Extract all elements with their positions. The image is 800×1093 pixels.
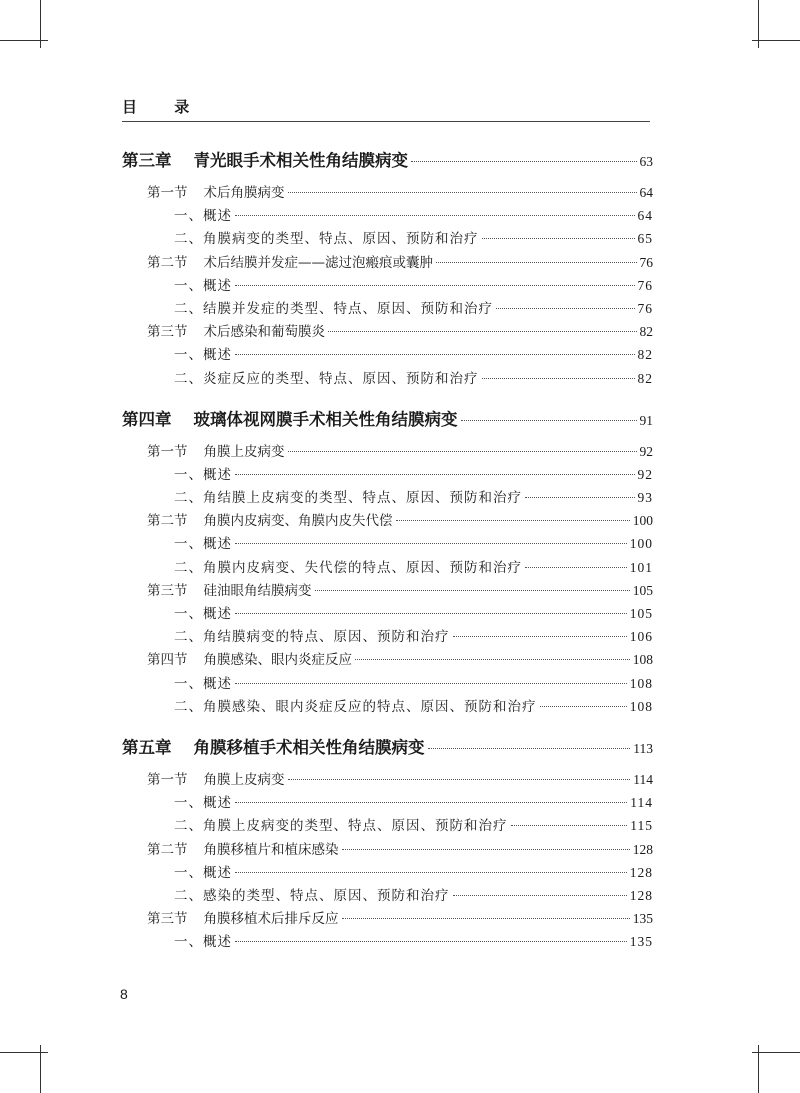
toc-section-entry-label [147, 321, 325, 343]
toc-subsection-entry-label [174, 368, 479, 390]
toc-subsection-entry-page-number: 114 [630, 795, 653, 811]
chapter-number: 第三章 [122, 151, 172, 170]
toc-section-entry-page-number: 135 [632, 911, 653, 927]
subsection-title: 一、概述 [174, 864, 232, 881]
section-number: 第一节 [147, 771, 188, 788]
toc-subsection-entry-label [174, 344, 232, 366]
chapter-title: 玻璃体视网膜手术相关性角结膜病变 [193, 409, 458, 429]
toc-subsection-entry-page-number: 101 [629, 559, 653, 575]
dot-leader [315, 590, 630, 591]
dot-leader [235, 285, 635, 286]
toc-subsection-entry[interactable] [122, 204, 653, 227]
section-number: 第二节 [147, 254, 188, 271]
dot-leader [235, 941, 627, 942]
dot-leader [235, 474, 635, 475]
toc-section-entry-label [147, 441, 285, 463]
toc-subsection-entry[interactable] [122, 930, 653, 953]
toc-section-entry-page-number: 128 [632, 841, 653, 857]
toc-section-entry[interactable] [122, 440, 653, 463]
chapter-number: 第五章 [122, 737, 172, 757]
toc-subsection-entry-label [174, 626, 450, 648]
toc-section-entry[interactable] [122, 320, 653, 343]
toc-section-entry-label [147, 839, 339, 861]
toc-section-entry-page-number: 92 [639, 443, 653, 459]
dot-leader [453, 895, 627, 896]
toc-chapter-block [122, 141, 653, 390]
section-title: 术后角膜病变 [203, 185, 285, 201]
toc-section-entry-label [147, 580, 312, 602]
toc-section-entry-page-number: 76 [639, 254, 653, 270]
section-number: 第三节 [147, 911, 188, 928]
dot-leader [525, 497, 635, 498]
toc-section-entry-label [147, 908, 339, 930]
section-number: 第二节 [147, 841, 188, 858]
toc-subsection-entry[interactable] [122, 343, 653, 366]
subsection-title: 二、角膜病变的类型、特点、原因、预防和治疗 [174, 231, 479, 248]
subsection-title: 二、结膜并发症的类型、特点、原因、预防和治疗 [174, 300, 493, 317]
section-number: 第一节 [147, 185, 188, 201]
toc-subsection-entry-label [174, 557, 522, 579]
toc-subsection-entry[interactable] [122, 625, 653, 648]
toc-subsection-entry[interactable] [122, 486, 653, 509]
table-of-contents [122, 141, 653, 963]
dot-leader [235, 872, 627, 873]
toc-section-entry-page-number: 100 [632, 513, 653, 529]
toc-subsection-entry-label [174, 533, 232, 555]
toc-subsection-entry-label [174, 487, 522, 509]
toc-section-entry-label [147, 182, 285, 204]
crop-mark-bottom-right-horizontal [752, 1052, 800, 1053]
toc-section-entry[interactable] [122, 509, 653, 532]
toc-subsection-entry-page-number: 105 [629, 606, 653, 621]
dot-leader [328, 331, 637, 332]
dot-leader [511, 825, 628, 826]
section-title: 角膜移植片和植床感染 [203, 841, 339, 858]
subsection-title: 二、角结膜上皮病变的类型、特点、原因、预防和治疗 [174, 490, 522, 507]
toc-subsection-entry-page-number: 93 [637, 490, 653, 506]
toc-section-entry[interactable] [122, 838, 653, 861]
subsection-title: 一、概述 [174, 347, 232, 364]
section-number: 第三节 [147, 582, 188, 599]
toc-subsection-entry-page-number: 115 [630, 818, 653, 834]
toc-subsection-entry-label [174, 792, 232, 814]
subsection-title: 一、概述 [174, 536, 232, 553]
toc-chapter-entry[interactable] [122, 400, 653, 440]
dot-leader [396, 520, 630, 521]
dot-leader [235, 354, 635, 355]
subsection-title: 二、炎症反应的类型、特点、原因、预防和治疗 [174, 370, 479, 387]
subsection-title: 二、角膜感染、眼内炎症反应的特点、原因、预防和治疗 [174, 698, 537, 715]
toc-subsection-entry[interactable] [122, 556, 653, 579]
toc-chapter-block [122, 400, 653, 718]
subsection-title: 二、角结膜病变的特点、原因、预防和治疗 [174, 629, 450, 646]
toc-subsection-entry-label [174, 885, 450, 907]
subsection-title: 一、概述 [174, 277, 232, 294]
dot-leader [235, 543, 627, 544]
dot-leader [342, 918, 630, 919]
header-rule [122, 121, 650, 122]
page-number: 8 [120, 986, 128, 1002]
chapter-title: 角膜移植手术相关性角结膜病变 [193, 737, 425, 757]
subsection-title: 二、角膜内皮病变、失代偿的特点、原因、预防和治疗 [174, 559, 522, 576]
toc-section-entry[interactable] [122, 251, 653, 274]
toc-subsection-entry-label [174, 931, 232, 953]
toc-section-entry[interactable] [122, 648, 653, 671]
section-title: 角膜内皮病变、角膜内皮失代偿 [203, 513, 393, 530]
dot-leader [496, 308, 635, 309]
running-header-title: 目 录 [122, 98, 206, 116]
chapter-number: 第四章 [122, 409, 172, 429]
toc-section-entry-page-number: 82 [639, 324, 653, 340]
dot-leader [540, 706, 627, 707]
toc-subsection-entry-label [174, 205, 232, 227]
toc-subsection-entry[interactable] [122, 602, 653, 625]
toc-subsection-entry-page-number: 82 [637, 370, 653, 386]
toc-section-entry[interactable] [122, 181, 653, 204]
dot-leader [288, 192, 637, 193]
toc-subsection-entry[interactable] [122, 814, 653, 837]
toc-subsection-entry-page-number: 65 [637, 231, 653, 247]
subsection-title: 一、概述 [174, 795, 232, 812]
toc-subsection-entry[interactable] [122, 532, 653, 555]
subsection-title: 一、概述 [174, 208, 232, 225]
toc-section-entry[interactable] [122, 579, 653, 602]
toc-section-entry-page-number: 64 [639, 185, 653, 200]
toc-section-entry-page-number: 105 [632, 582, 653, 598]
dot-leader [525, 567, 627, 568]
crop-mark-top-left-horizontal [0, 40, 48, 41]
toc-section-entry-label [147, 252, 433, 274]
toc-subsection-entry-page-number: 82 [637, 347, 653, 363]
subsection-title: 一、概述 [174, 934, 232, 951]
toc-subsection-entry[interactable] [122, 672, 653, 695]
dot-leader [436, 262, 637, 263]
section-title: 术后感染和葡萄膜炎 [203, 324, 325, 341]
toc-subsection-entry[interactable] [122, 227, 653, 250]
dot-leader [235, 215, 635, 216]
toc-section-entry-label [147, 769, 285, 791]
dot-leader [453, 636, 627, 637]
dot-leader [482, 378, 635, 379]
toc-subsection-entry-page-number: 135 [629, 934, 653, 950]
section-number: 第一节 [147, 443, 188, 460]
toc-subsection-entry-page-number: 76 [637, 277, 653, 293]
section-title: 硅油眼角结膜病变 [203, 582, 312, 599]
toc-chapter-entry-page-number: 113 [633, 740, 653, 756]
section-title: 角膜上皮病变 [203, 443, 285, 460]
toc-chapter-entry[interactable] [122, 141, 653, 181]
toc-subsection-entry[interactable] [122, 884, 653, 907]
toc-subsection-entry-page-number: 92 [637, 466, 653, 482]
dot-leader [342, 849, 630, 850]
subsection-title: 一、概述 [174, 606, 232, 622]
section-title: 角膜感染、眼内炎症反应 [203, 652, 352, 669]
toc-subsection-entry-page-number: 76 [637, 300, 653, 316]
toc-chapter-entry-page-number: 63 [639, 154, 653, 169]
dot-leader [235, 683, 627, 684]
toc-subsection-entry-page-number: 64 [637, 208, 653, 224]
toc-subsection-entry-label [174, 298, 493, 320]
toc-subsection-entry[interactable] [122, 367, 653, 390]
toc-subsection-entry[interactable] [122, 297, 653, 320]
toc-chapter-entry[interactable] [122, 728, 653, 768]
dot-leader [461, 420, 637, 421]
toc-subsection-entry-page-number: 100 [629, 536, 653, 552]
toc-subsection-entry-label [174, 696, 537, 718]
toc-subsection-entry-label [174, 815, 508, 837]
section-number: 第二节 [147, 513, 188, 530]
crop-mark-top-right-horizontal [752, 40, 800, 41]
toc-subsection-entry[interactable] [122, 695, 653, 718]
toc-chapter-entry-page-number: 91 [639, 412, 653, 428]
section-title: 角膜上皮病变 [203, 771, 285, 788]
section-title: 角膜移植术后排斥反应 [203, 911, 339, 928]
toc-subsection-entry-label [174, 862, 232, 884]
toc-chapter-entry-label [122, 728, 425, 768]
dot-leader [428, 748, 631, 749]
toc-section-entry-page-number: 114 [633, 771, 653, 787]
chapter-title: 青光眼手术相关性角结膜病变 [193, 151, 408, 170]
toc-section-entry-label [147, 510, 393, 532]
toc-subsection-entry-label [174, 673, 232, 695]
crop-mark-bottom-left-horizontal [0, 1052, 48, 1053]
toc-chapter-entry-label [122, 141, 408, 181]
toc-subsection-entry-page-number: 128 [629, 887, 653, 903]
subsection-title: 一、概述 [174, 675, 232, 692]
subsection-title: 二、角膜上皮病变的类型、特点、原因、预防和治疗 [174, 818, 508, 835]
toc-subsection-entry-page-number: 106 [629, 629, 653, 645]
toc-section-entry[interactable] [122, 768, 653, 791]
dot-leader [235, 802, 627, 803]
toc-subsection-entry[interactable] [122, 791, 653, 814]
toc-chapter-block [122, 728, 653, 954]
section-number: 第三节 [147, 324, 188, 341]
toc-chapter-entry-label [122, 400, 458, 440]
dot-leader [482, 238, 635, 239]
section-number: 第四节 [147, 652, 188, 669]
dot-leader [288, 779, 631, 780]
dot-leader [411, 161, 637, 162]
toc-section-entry-label [147, 649, 352, 671]
toc-section-entry[interactable] [122, 907, 653, 930]
toc-subsection-entry-page-number: 108 [629, 698, 653, 714]
toc-subsection-entry-page-number: 128 [629, 864, 653, 880]
toc-subsection-entry-label [174, 228, 479, 250]
toc-section-entry-page-number: 108 [632, 652, 653, 668]
section-title: 术后结膜并发症——滤过泡瘢痕或囊肿 [203, 254, 433, 271]
toc-subsection-entry-label [174, 603, 232, 625]
toc-subsection-entry-label [174, 464, 232, 486]
toc-subsection-entry[interactable] [122, 463, 653, 486]
toc-subsection-entry-page-number: 108 [629, 675, 653, 691]
dot-leader [355, 659, 630, 660]
toc-subsection-entry-label [174, 275, 232, 297]
dot-leader [288, 451, 637, 452]
toc-subsection-entry[interactable] [122, 861, 653, 884]
dot-leader [235, 613, 627, 614]
toc-subsection-entry[interactable] [122, 274, 653, 297]
subsection-title: 二、感染的类型、特点、原因、预防和治疗 [174, 887, 450, 904]
subsection-title: 一、概述 [174, 466, 232, 483]
